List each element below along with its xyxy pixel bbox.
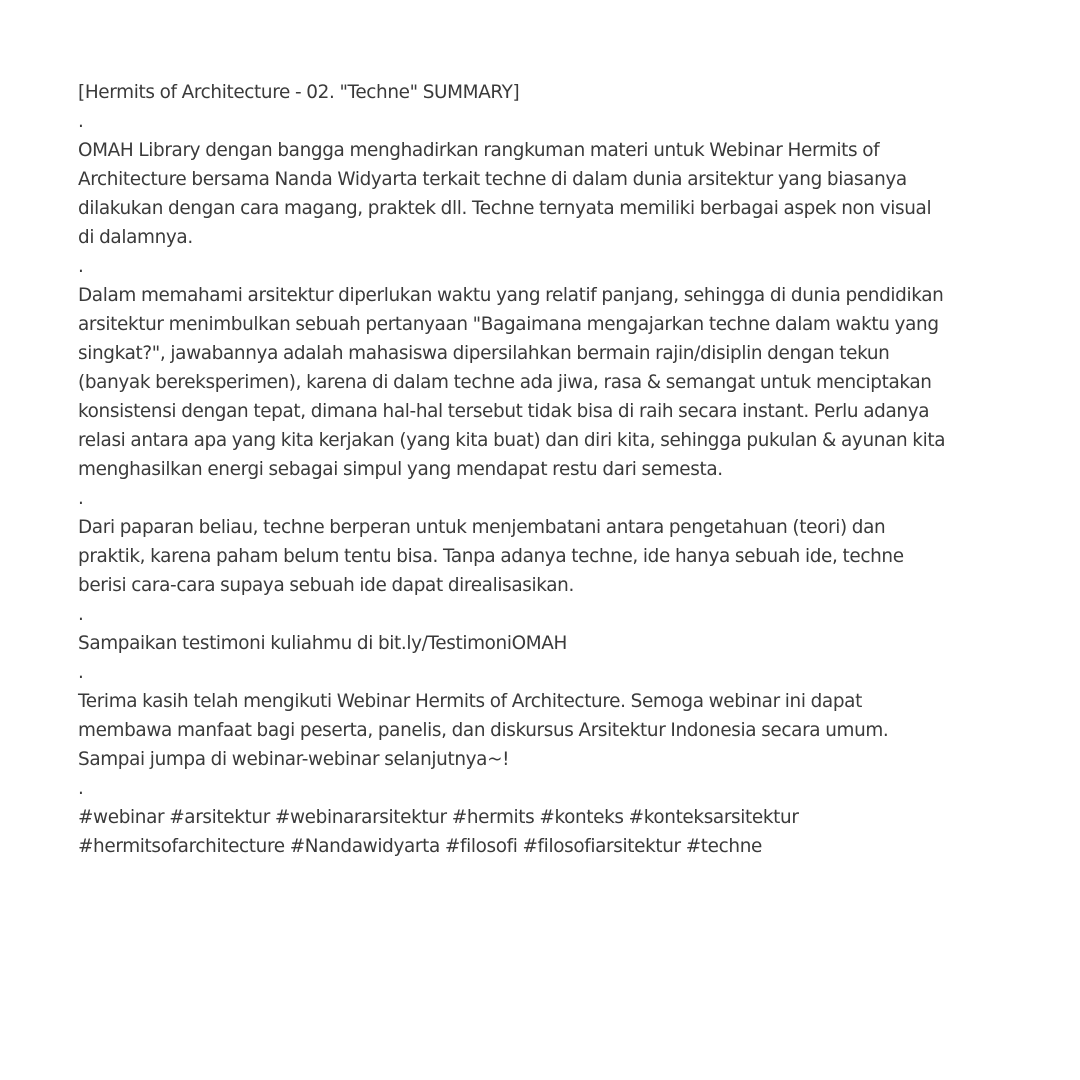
text-line: konsistensi dengan tepat, dimana hal-hal tersebut tidak bisa di raih secara instant. Perlu adanya — [78, 401, 930, 422]
text-line: OMAH Library dengan bangga menghadirkan rangkuman materi untuk Webinar Hermits of — [78, 140, 880, 161]
separator-dot: . — [78, 604, 84, 625]
paragraph-role — [78, 513, 1038, 600]
text-line: dilakukan dengan cara magang, praktek dll. Techne ternyata memiliki berbagai aspek non visual — [78, 198, 932, 219]
text-line: arsitektur menimbulkan sebuah pertanyaan "Bagaimana mengajarkan techne dalam waktu yang — [78, 314, 939, 335]
text-line: praktik, karena paham belum tentu bisa. Tanpa adanya techne, ide hanya sebuah ide, techne — [78, 546, 904, 567]
text-line: Sampai jumpa di webinar-webinar selanjutnya~! — [78, 749, 510, 770]
post-title: [Hermits of Architecture - 02. "Techne" SUMMARY] — [78, 82, 520, 103]
text-line: di dalamnya. — [78, 227, 193, 248]
text-line: Terima kasih telah mengikuti Webinar Hermits of Architecture. Semoga webinar ini dapat — [78, 691, 862, 712]
separator-dot: . — [78, 111, 84, 132]
text-line: Dalam memahami arsitektur diperlukan waktu yang relatif panjang, sehingga di dunia pendidikan — [78, 285, 944, 306]
text-line: (banyak bereksperimen), karena di dalam techne ada jiwa, rasa & semangat untuk menciptakan — [78, 372, 932, 393]
text-line: menghasilkan energi sebagai simpul yang mendapat restu dari semesta. — [78, 459, 723, 480]
post-caption — [78, 78, 1038, 861]
paragraph-thanks — [78, 687, 1038, 774]
hashtag-line: #webinar #arsitektur #webinararsitektur #hermits #konteks #konteksarsitektur — [78, 807, 799, 828]
paragraph-testimonial — [78, 629, 1038, 658]
separator-dot: . — [78, 256, 84, 277]
testimonial-line: Sampaikan testimoni kuliahmu di bit.ly/TestimoniOMAH — [78, 633, 567, 654]
text-line: relasi antara apa yang kita kerjakan (yang kita buat) dan diri kita, sehingga pukulan & ayunan kita — [78, 430, 946, 451]
paragraph-intro — [78, 136, 1038, 252]
hashtags — [78, 803, 1038, 861]
separator-dot: . — [78, 488, 84, 509]
paragraph-understanding — [78, 281, 1038, 484]
text-line: Architecture bersama Nanda Widyarta terkait techne di dalam dunia arsitektur yang biasanya — [78, 169, 907, 190]
text-line: Dari paparan beliau, techne berperan untuk menjembatani antara pengetahuan (teori) dan — [78, 517, 886, 538]
hashtag-line: #hermitsofarchitecture #Nandawidyarta #filosofi #filosofiarsitektur #techne — [78, 836, 762, 857]
text-line: singkat?", jawabannya adalah mahasiswa dipersilahkan bermain rajin/disiplin dengan tekun — [78, 343, 890, 364]
separator-dot: . — [78, 778, 84, 799]
text-line: membawa manfaat bagi peserta, panelis, dan diskursus Arsitektur Indonesia secara umum. — [78, 720, 889, 741]
text-line: berisi cara-cara supaya sebuah ide dapat direalisasikan. — [78, 575, 574, 596]
separator-dot: . — [78, 662, 84, 683]
